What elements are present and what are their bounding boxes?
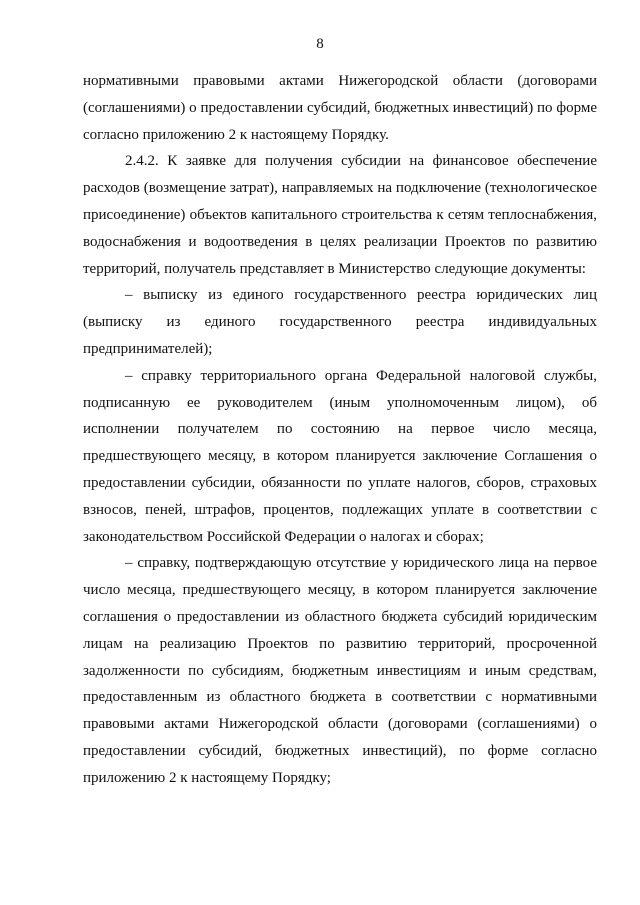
paragraph-clause-2-4-2: 2.4.2. К заявке для получения субсидии на финансовое обеспечение расходов (возмещение затрат), направляемых на подключение (технологическое присоединение) объектов капитального строительства к сетям теплоснабжения, водоснабжения и водоотведения в целях реализации Проектов по развитию территорий, получатель представляет в Министерство следующие документы:	[83, 153, 597, 277]
paragraph-continuation: нормативными правовыми актами Нижегородской области (договорами (соглашениями) о предоставлении субсидий, бюджетных инвестиций) по форме согласно приложению 2 к настоящему Порядку.	[83, 73, 597, 143]
list-item-tax-certificate: – справку территориального органа Федеральной налоговой службы, подписанную ее руководителем (иным уполномоченным лицом), об исполнении получателем по состоянию на первое число месяца, предшествующего месяцу, в котором планируется заключение Соглашения о предоставлении субсидии, обязанности по уплате налогов, сборов, страховых взносов, пеней, штрафов, процентов, подлежащих уплате в соответствии с законодательством Российской Федерации о налогах и сборах;	[83, 367, 597, 545]
document-body	[83, 68, 597, 792]
list-item-debt-certificate: – справку, подтверждающую отсутствие у юридического лица на первое число месяца, предшествующего месяцу, в котором планируется заключение соглашения о предоставлении из областного бюджета субсидий юридическим лицам на реализацию Проектов по развитию территорий, просроченной задолженности по субсидиям, бюджетным инвестициям и иным средствам, предоставленным из областного бюджета в соответствии с нормативными правовыми актами Нижегородской области (договорами (соглашениями) о предоставлении субсидий, бюджетных инвестиций), по форме согласно приложению 2 к настоящему Порядку;	[83, 555, 597, 786]
list-item-extract-registry: – выписку из единого государственного реестра юридических лиц (выписку из единого государственного реестра индивидуальных предпринимателей);	[83, 287, 597, 357]
page-number: 8	[316, 36, 324, 52]
